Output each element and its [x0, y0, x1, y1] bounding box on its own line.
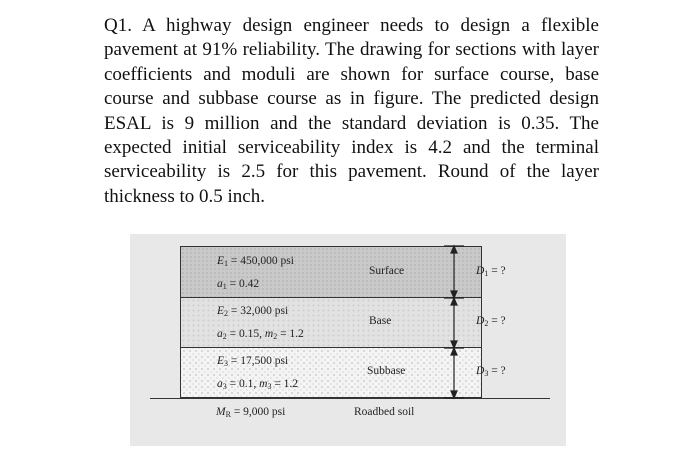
- base-properties: [217, 301, 304, 347]
- surface-thickness-label: $D_1$ = ?: [476, 265, 506, 278]
- roadbed-line: [150, 398, 550, 399]
- surface-layer-coefficient: $a_1 = 0.42$: [217, 278, 260, 291]
- question-text: Q1. A highway design engineer needs to design a flexible pavement at 91% reliability. The drawing for sections with layer coefficients and moduli are shown for surface course, base course and subbase course as in figure. The predicted design ESAL is 9 million and the standard deviation is 0.35. The expected initial serviceability index is 4.2 and the terminal serviceability is 2.5 for this pavement. Round of the layer thickness to 0.5 inch.: [104, 15, 599, 207]
- roadbed-soil-label: Roadbed soil: [354, 406, 415, 418]
- thickness-dimension-arrows: [440, 234, 480, 404]
- subbase-modulus: $E_3 = 17,500$ psi: [217, 355, 289, 368]
- subbase-layer-coefficient: $a_3 = 0.1$, $m_3 = 1.2$: [217, 378, 299, 391]
- pavement-section-figure: [130, 234, 566, 446]
- base-thickness-label: $D_2$ = ?: [476, 315, 506, 328]
- surface-layer: [180, 246, 482, 298]
- surface-modulus: $E_1 = 450,000$ psi: [217, 255, 294, 268]
- subbase-properties: [217, 351, 298, 397]
- base-layer-name: Base: [369, 315, 392, 327]
- base-modulus: $E_2 = 32,000$ psi: [217, 305, 289, 318]
- subbase-layer: [180, 348, 482, 398]
- surface-layer-name: Surface: [369, 265, 405, 277]
- base-layer: [180, 298, 482, 348]
- surface-properties: [217, 251, 294, 297]
- roadbed-resilient-modulus: $M_R = 9,000$ psi: [216, 406, 286, 419]
- subbase-thickness-label: $D_3$ = ?: [476, 365, 506, 378]
- base-layer-coefficient: $a_2 = 0.15$, $m_2 = 1.2$: [217, 328, 304, 341]
- subbase-layer-name: Subbase: [367, 365, 406, 377]
